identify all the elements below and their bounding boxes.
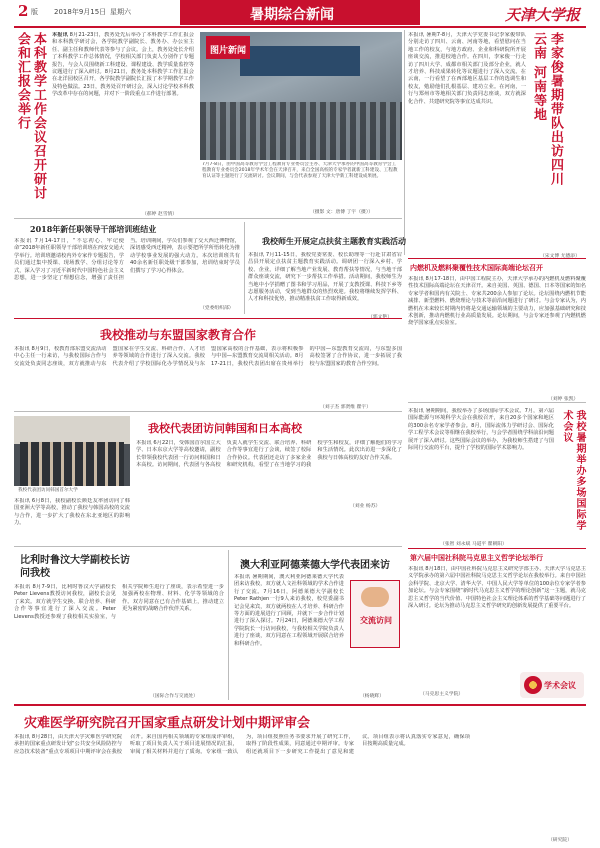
seminar-body (52, 32, 194, 208)
masthead-rule (14, 26, 586, 28)
photo-stage (240, 46, 360, 76)
sichuan-headline: 李家俊暑期带队出访四川 云南 河南等地 (531, 32, 563, 186)
reception-photo (14, 416, 130, 486)
sichuan-byline: （宋文博 尤德添） (540, 254, 580, 259)
conf-headline: 我校暑期举办多场国际学术会议 (561, 410, 585, 531)
australia-badge: 交流访问 (350, 580, 400, 648)
page-number: 2 (18, 2, 29, 20)
training-body: 本报讯 7月14-17日，“不忘初心、牢记使命”2018年新任职领导干部培训班在西安交通大学举行。培训班邀请校内外专家作专题报告，学员们通过集中授课、现场教学、分组讨论等方式，深入学习了习近平新时代中国特色社会主义思想，进一步坚定了理想信念，增强了责任担当。培训期间，学员们参观了交大西迁博物馆，深切感受西迁精神，表示要把所学所悟转化为推动学校事业发展的强大动力。本次培训班共有40余名新任职处级干部参加，培训结束时学员们撰写了学习心得体会。 (14, 238, 240, 282)
section-banner (180, 0, 420, 25)
hanguo-body: 本报讯 6月22日，受韩国首尔国立大学、日本东京大学等高校邀请，副校长带领我校代表团一行访问韩国和日本高校。访问期间，代表团与各高校负责人就学生交流、联合培养、科研合作等事宜进行了会谈，续签了校际合作协议。代表团还走访了多家企业和研究机构，看望了在当地学习的我校学生和校友，详细了解他们的学习和生活情况。此次出访进一步深化了我校与日韩高校的友好合作关系。 (136, 440, 402, 469)
poverty-headline: 我校师生开展定点扶贫主题教育实践活动 (262, 236, 406, 246)
seminar-text: 8月21-23日，教务处先后举办了本科教学工作汇报会和本科教学研讨会，各学院教学副院长、教务办、办公室主任、副主任和教师代表等参与了会议。会上，教务处处长介绍了本科教学工作总体情况，学校相关部门负责人分别作了专题报告，与会人员围绕新工科建设、课程建设、教学质量监控等议题进行了深入研讨。8月21日，教务处本科教学工作汇报会在北洋园校区召开，各学院教学副院长汇报了本学期教学工作及特色做法。23日，教务处召开研讨会，深入讨论学校本科教学改革中存在的问题，并对下一阶段重点工作进行部署。 (52, 32, 194, 98)
dongmeng-byline: （刘子杰 郭贤维 瞿宇） (320, 405, 372, 410)
dongmeng-body: 本报讯 8月9日，校教育部东盟交流活动中心主任一行来访，与我校国际合作与交流处负责同志座谈，双方就推动与东盟国家在学生交流、科研合作、人才培养等领域的合作进行了深入交流。我校代表介绍了学校国际化办学情况及与东盟国家高校的合作基础，表示将积极参与中国—东盟教育交流周相关活动。8月17-21日，我校代表团出席在贵州举行的中国—东盟教育交流周，与东盟多国高校签署了合作协议，进一步拓展了我校与东盟国家的教育合作空间。 (14, 346, 402, 367)
belgium-headline-1: 比利时鲁汶大学副校长访问我校 (20, 555, 130, 579)
flower-icon (524, 676, 542, 694)
photo-group (20, 442, 124, 486)
rule-3 (408, 402, 586, 403)
poverty-body: 本报讯 7月11-15日，我校党委常委、校长助理等一行赴甘肃省宕昌县开展定点扶贫主题教育实践活动。调研团一行深入乡村、学校、企业，详细了解当地产业发展、教育帮扶等情况，与当地干部群众座谈交流，研究下一步帮扶工作举措。活动期间，我校师生为当地中小学捐赠了图书和学习用品，开展了支教授课、科技下乡等志愿服务活动，受到当地群众的热烈欢迎。我校将继续发挥学科、人才和科技优势，推动精准扶贫工作取得新成效。 (248, 252, 402, 303)
reception-body: 本报讯 6月8日，我校副校长颜廷友率团访问了韩国亚洲大学等高校，推动了我校与韩国高校的交流与合作，进一步扩大了我校在东北亚地区的影响力。 (14, 498, 130, 527)
photo-news-byline: （摄影 文：唐傅 丁宇（摄）） (310, 210, 374, 215)
conf-byline: （张智 刘永斌 马道平 瞿朝阳） (440, 542, 507, 547)
medical-headline: 灾难医学研究院召开国家重点研发计划中期评审会 (24, 716, 311, 731)
rule-1 (14, 218, 402, 219)
photo-audience (200, 102, 402, 160)
paper-logo: 天津大学报 (505, 6, 581, 24)
australia-body: 本报讯 暑期期间，澳大利亚阿德莱德大学代表团来访我校，双方就人文社科领域的学术合作进行了交流。7月16日，阿德莱德大学副校长Peter Rathjen一行9人来访我校，校党委副书记会见来宾，双方就两校在人才培养、科研合作等方面的进展进行了回顾，并就下一步合作计划进行了深入探讨。7月24日，阿德莱德大学工程学院院长一行访问我校，与我校相关学院负责人进行了座谈，双方同意在工程领域开展联合培养和科研合作。 (234, 574, 344, 647)
engine-rule (408, 258, 586, 259)
marxism-rule (408, 548, 586, 549)
col-divider-aus (228, 550, 229, 700)
seminar-byline: （郝婷 赵雪情） (142, 212, 178, 217)
issue-date: 2018年9月15日 (54, 8, 107, 16)
col-divider-mid (244, 222, 245, 314)
seminar-lead: 本报讯 (52, 32, 68, 38)
hanguo-byline: （刘业 杨苏） (350, 504, 381, 509)
hanguo-headline: 我校代表团访问韩国和日本高校 (148, 422, 302, 435)
training-headline: 2018年新任职领导干部培训班结业 (30, 224, 157, 234)
australia-byline: （杨晓辉） (360, 694, 384, 699)
marxism-byline: （马克思主义学院） (420, 692, 464, 697)
medical-body: 本报讯 8月28日，由天津大学灾难医学研究院承担的国家重点研发计划“公共安全风险防控与应急技术装备”重点专项项目中期评审会在我校召开。来自国内相关领域的专家组成评审组，听取了项目负责人关于项目进展情况的汇报，审阅了相关材料并进行了质询。专家组一致认为，项目组按照任务书要求开展了研究工作，取得了阶段性成果，同意通过中期评审。专家组还就项目下一步研究工作提出了意见和建议。项目组表示将认真落实专家意见，确保项目按期高质量完成。 (14, 734, 470, 755)
dongmeng-headline: 我校推动与东盟国家教育合作 (100, 328, 257, 342)
marxism-body: 本报讯 8月18日，由中国社科院马克思主义研究学部主办、天津大学马克思主义学院承办的第六届中国社科院马克思主义哲学论坛在我校举行。来自中国社会科学院、北京大学、清华大学、中国人民大学等单位的100余位专家学者参加论坛。与会专家围绕“新时代马克思主义哲学的理论创新”这一主题，就马克思主义哲学的当代价值、中国特色社会主义理论体系的哲学基础等问题进行了深入研讨。论坛为推动马克思主义哲学研究的创新发展提供了重要平台。 (408, 566, 586, 610)
col-divider-right (404, 30, 405, 255)
marxism-badge: 学术会议 (520, 672, 584, 698)
belgium-byline: （国际合作与交流处） (150, 694, 198, 699)
conf-body: 本报讯 暑期期间，我校举办了多场国际学术会议。7月，第六届国际能源与环境科学大会在我校召开，来自20多个国家和地区的300余名专家学者参会。8月，国际流体力学研讨会、国际化学工程学术会议等相继在我校举行，与会学者围绕学科前沿问题展开了深入研讨。这些国际会议的举办，为我校师生搭建了与国际同行交流的平台，提升了学校的国际学术影响力。 (408, 408, 554, 452)
rule-2 (14, 411, 402, 412)
marxism-headline: 第六届中国社科院马克思主义哲学论坛举行 (410, 553, 543, 562)
australia-headline: 澳大利亚阿德莱德大学代表团来访 (240, 560, 390, 571)
medical-byline: （研究院） (548, 838, 572, 843)
engine-body: 本报讯 8月17-18日，由中国工程院主办，天津大学承办的内燃机及燃料聚覆性技术国际高端论坛在天津召开。来自美国、英国、德国、日本等国家的知名专家学者和国内有关院士、专家共200余人参加了论坛。论坛围绕内燃机节能减排、新型燃料、燃烧理论与技术等前沿问题进行了研讨。与会专家认为，内燃机在未来较长时期内仍将是交通运输领域的主要动力，应加强基础研究和技术创新，推动内燃机行业高质量发展。论坛期间，与会专家还参观了内燃机燃烧学国家重点实验室。 (408, 276, 586, 327)
engine-headline: 内燃机及燃料聚覆性技术国际高端论坛召开 (410, 263, 543, 272)
weekday: 星期六 (110, 8, 131, 16)
training-byline: （党委组织部） (200, 306, 234, 311)
dongmeng-rule (14, 318, 402, 319)
reception-photo-caption: 我校代表团访问韩国首尔大学 (18, 488, 78, 493)
seminar-headline: 本科教学工作会议召开研讨会和汇报会举行 (15, 32, 46, 200)
handshake-icon (361, 587, 389, 607)
rule-4 (14, 546, 402, 547)
belgium-body: 本报讯 8月7-9日，比利时鲁汶大学副校长Peter Lievens教授访问我校，副校长会见了来宾。双方就学生交换、联合培养、科研合作等事宜进行了深入交流。Peter Lievens教授还参观了我校相关实验室，与相关学院师生进行了座谈，表示希望进一步加强两校在物理、材料、化学等领域的合作。双方同意在已有合作基础上，推动建立更为紧密的战略合作伙伴关系。 (14, 584, 224, 620)
poverty-byline: （郭文艳） (368, 315, 392, 320)
section-title: 暑期综合新闻 (250, 7, 334, 23)
photo-news-label: 图片新闻 (206, 36, 250, 59)
engine-byline: （刘婷 张凯） (548, 397, 579, 402)
medical-rule (14, 704, 586, 706)
masthead (0, 0, 600, 26)
sichuan-body: 本报讯 暑期7-8月，天津大学党委书记李家俊带队分别走访了四川、云南、河南等地，看望慰问在当地工作的校友，与地方政府、企业和科研院所开展座谈交流，推进校地合作。在四川，李家俊一行走访了四川大学、成都市相关部门及部分企业，就人才培养、科技成果转化等议题进行了深入交流。在云南，一行看望了在西部地区基层工作的选调生和校友，勉励他们扎根基层、建功立业。在河南，一行与郑州市等地相关部门负责同志座谈，双方就深化合作、共建研究院等事宜达成共识。 (408, 32, 526, 105)
photo-news-caption: 7月7-8日，由中国高等教育学会工程教育专业委员会主办、天津大学承办的中国高等教育学会工程教育专业委员会2018年学术年会在天津召开，来自全国高校的专家学者就新工科建设、工程教育认证等主题进行了交流研讨。会议期间，与会代表参观了天津大学新工科建设成果展。 (202, 162, 398, 180)
page-unit: 版 (31, 8, 38, 16)
